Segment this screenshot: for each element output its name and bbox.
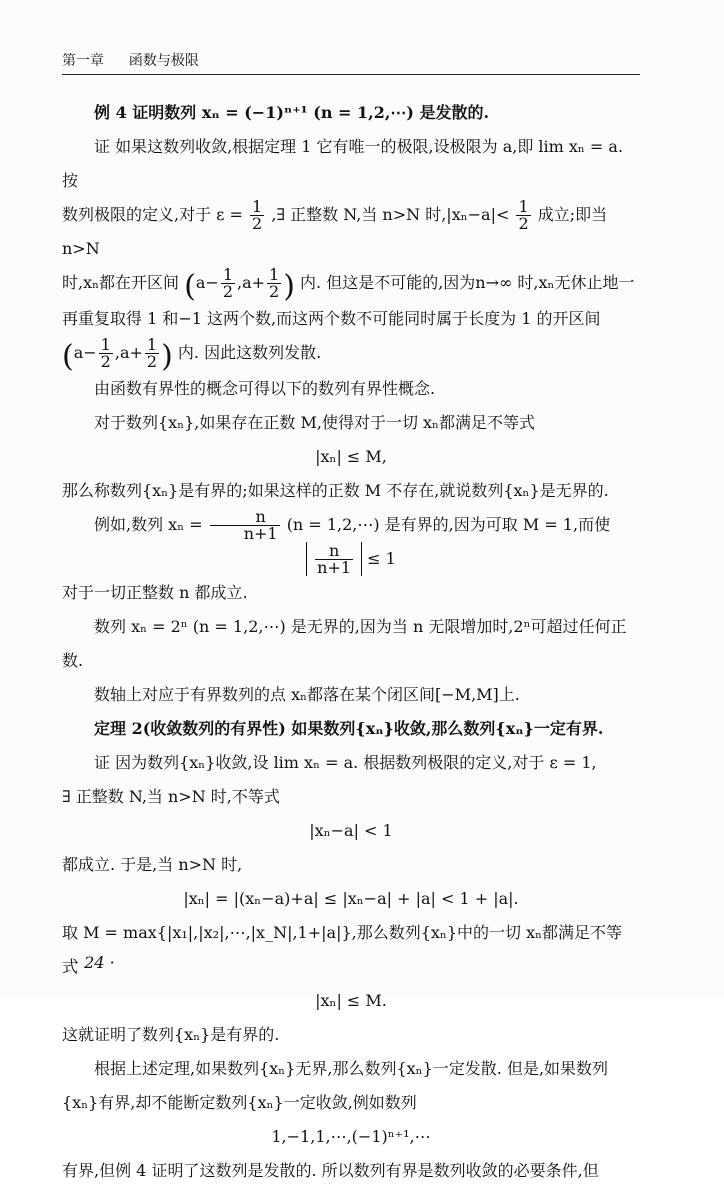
proof-line-2: 数列极限的定义,对于 ε = $\frac{1}{2}$ ,∃ 正整数 N,当 n>N 时,|xₙ−a|< $\frac{1}{2}$ 成立;即当 n>N xyxy=(62,197,608,258)
proof-line-1: 证 如果这数列收敛,根据定理 1 它有唯一的极限,设极限为 a,即 lim xₙ = a. 按 xyxy=(62,137,624,190)
theorem-2: 定理 2(收敛数列的有界性) 如果数列{xₙ}收敛,那么数列{xₙ}一定有界. xyxy=(94,719,604,738)
line-all-n: 对于一切正整数 n 都成立. xyxy=(62,583,248,602)
fraction-half-e: $\frac{1}{2}$ xyxy=(100,335,111,371)
page-number: · 24 · xyxy=(74,953,115,972)
theorem-proof-2: ∃ 正整数 N,当 n>N 时,不等式 xyxy=(62,787,280,806)
theorem-proof-3: 都成立. 于是,当 n>N 时, xyxy=(62,855,243,874)
inequality-n-over-n1: $\frac{n}{n+1}$ ≤ 1 xyxy=(62,542,640,576)
running-header xyxy=(62,50,199,70)
line-number-word: 数. xyxy=(62,651,84,670)
paragraph-converse-2: {xₙ}有界,却不能断定数列{xₙ}一定收敛,例如数列 xyxy=(62,1093,417,1112)
sequence-example: 1,−1,1,⋯,(−1)ⁿ⁺¹,⋯ xyxy=(271,1127,431,1146)
fraction-half-a: $\frac{1}{2}$ xyxy=(252,197,263,233)
fraction-half-c: $\frac{1}{2}$ xyxy=(222,265,233,301)
theorem-proof-1: 证 因为数列{xₙ}收敛,设 lim xₙ = a. 根据数列极限的定义,对于 ε = 1, xyxy=(94,753,597,772)
proof-line-3: 时,xₙ都在开区间 (a− $\frac{1}{2}$ ,a+ $\frac{1}{2}$ ) 内. 但这是不可能的,因为n→∞ 时,xₙ无休止地一 xyxy=(62,265,635,304)
chapter-label: 第一章 xyxy=(62,53,104,69)
line-unbounded-example: 数列 xₙ = 2ⁿ (n = 1,2,⋯) 是无界的,因为当 n 无限增加时,2ⁿ可超过任何正 xyxy=(94,617,627,636)
chapter-title: 函数与极限 xyxy=(128,53,199,69)
inequality-bounded: |xₙ| ≤ M, xyxy=(315,447,387,466)
absolute-value-fraction: $\frac{n}{n+1}$ xyxy=(306,542,362,576)
theorem-proof-5: 式 xyxy=(62,957,79,976)
header-rule xyxy=(62,74,640,75)
example-bounded-line: 例如,数列 xₙ = $\frac{n}{n+1}$ (n = 1,2,⋯) 是有界的,因为可取 M = 1,而使 xyxy=(94,507,611,543)
line-number-axis: 数轴上对应于有界数列的点 xₙ都落在某个闭区间[−M,M]上. xyxy=(94,685,520,704)
main-content xyxy=(62,96,640,1188)
inequality-1: |xₙ−a| < 1 xyxy=(309,821,393,840)
paragraph-bounded-def: 对于数列{xₙ},如果存在正数 M,使得对于一切 xₙ都满足不等式 xyxy=(94,413,535,432)
inequality-2: |xₙ| = |(xₙ−a)+a| ≤ |xₙ−a| + |a| < 1 + |a|. xyxy=(183,889,519,908)
proof-line-5: (a− $\frac{1}{2}$ ,a+ $\frac{1}{2}$ ) 内. 因此这数列发散. xyxy=(62,335,322,374)
example-4-heading: 例 4 证明数列 xₙ = (−1)ⁿ⁺¹ (n = 1,2,⋯) 是发散的. xyxy=(94,103,490,122)
bounded-definition-line: 那么称数列{xₙ}是有界的;如果这样的正数 M 不存在,就说数列{xₙ}是无界的. xyxy=(62,481,609,500)
theorem-proof-6: 这就证明了数列{xₙ}是有界的. xyxy=(62,1025,280,1044)
paragraph-converse-1: 根据上述定理,如果数列{xₙ}无界,那么数列{xₙ}一定发散. 但是,如果数列 xyxy=(94,1059,609,1078)
paragraph-final: 有界,但例 4 证明了这数列是发散的. 所以数列有界是数列收敛的必要条件,但 xyxy=(62,1161,599,1180)
fraction-half-b: $\frac{1}{2}$ xyxy=(518,197,529,233)
inequality-3: |xₙ| ≤ M. xyxy=(315,991,387,1010)
fraction-half-f: $\frac{1}{2}$ xyxy=(146,335,158,371)
proof-line-4: 再重复取得 1 和−1 这两个数,而这两个数不可能同时属于长度为 1 的开区间 xyxy=(62,309,601,328)
fraction-n-over-n1: $\frac{n}{n+1}$ xyxy=(210,509,280,542)
fraction-half-d: $\frac{1}{2}$ xyxy=(269,265,280,301)
theorem-proof-4: 取 M = max{|x₁|,|x₂|,⋯,|x_N|,1+|a|},那么数列{xₙ}中的一切 xₙ都满足不等 xyxy=(62,923,623,942)
paragraph-bounded-intro: 由函数有界性的概念可得以下的数列有界性概念. xyxy=(94,379,436,398)
